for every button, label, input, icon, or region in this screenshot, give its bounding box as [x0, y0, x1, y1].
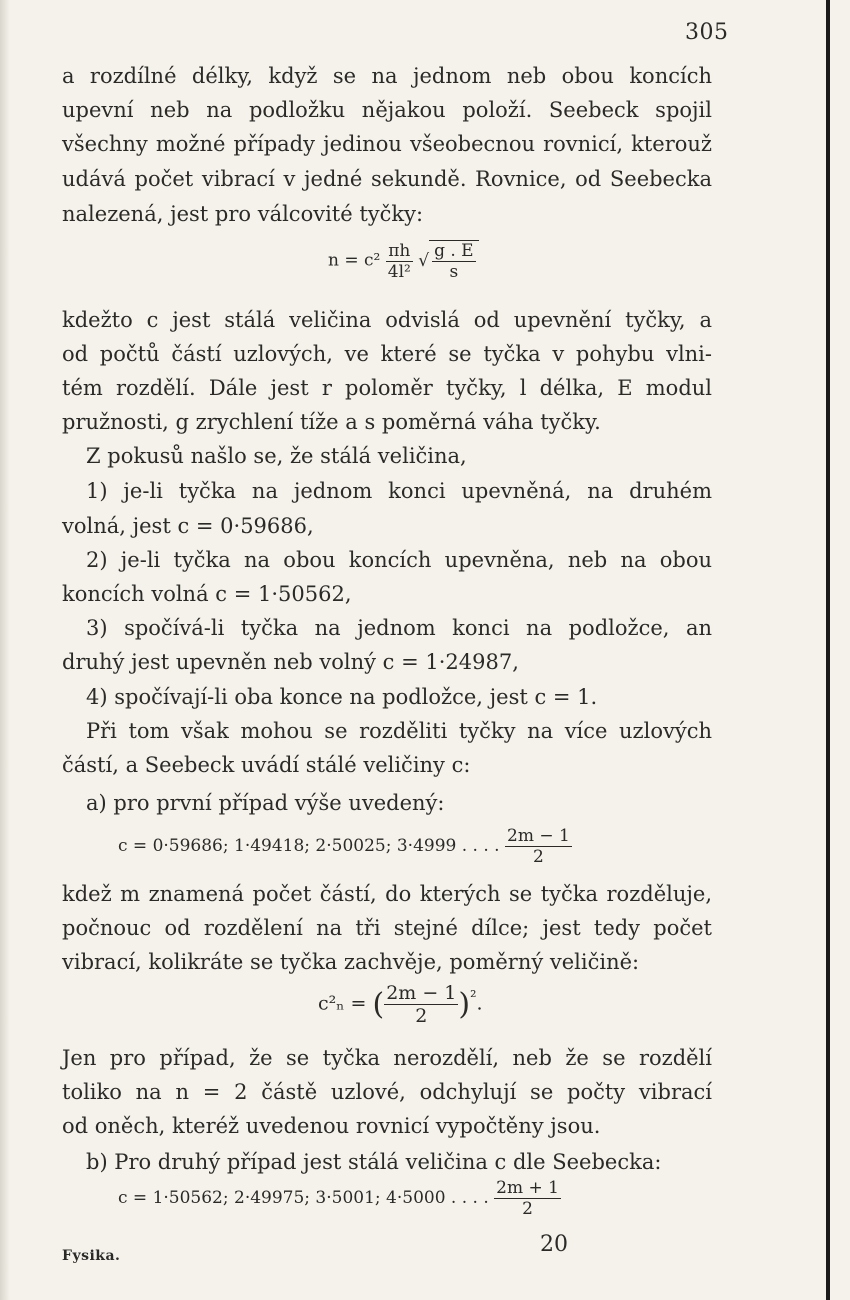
- cn-exponent: ²: [470, 987, 477, 1007]
- page-spine-shadow: [0, 0, 10, 1300]
- cn-denominator: 2: [415, 1005, 428, 1027]
- footer-title: Fysika.: [62, 1248, 121, 1264]
- text-line: kdežto c jest stálá veličina odvislá od upevnění tyčky, a: [62, 308, 712, 332]
- text-line: počnouc od rozdělení na tři stejné dílce; jest tedy počet: [62, 916, 712, 940]
- series-b-numerator: 2m + 1: [496, 1178, 559, 1198]
- text-line: od počtů částí uzlových, ve které se tyčka v pohybu vlni-: [62, 342, 712, 366]
- text-line: nalezená, jest pro válcovité tyčky:: [62, 202, 424, 226]
- text-line: 2) je-li tyčka na obou koncích upevněna, neb na obou: [86, 548, 712, 572]
- text-line: volná, jest c = 0·59686,: [62, 514, 314, 538]
- signature-number: 20: [540, 1232, 568, 1257]
- cn-lhs: c²ₙ =: [318, 992, 367, 1015]
- text-line: 1) je-li tyčka na jednom konci upevněná, na druhém: [86, 479, 712, 503]
- left-paren: (: [372, 987, 385, 1022]
- formula-denominator: 4l²: [387, 261, 411, 282]
- formula-cn: [318, 982, 483, 1027]
- radicand-denominator: s: [449, 262, 459, 282]
- text-line: 4) spočívají-li oba konce na podložce, jest c = 1.: [86, 685, 598, 709]
- text-line: od oněch, kteréž uvedenou rovnicí vypočtěny jsou.: [62, 1114, 601, 1138]
- right-paren: ): [458, 987, 471, 1022]
- formula-fraction: [386, 241, 413, 282]
- page-edge: [826, 0, 830, 1300]
- text-line: b) Pro druhý případ jest stálá veličina c dle Seebecka:: [86, 1150, 662, 1174]
- text-line: Jen pro případ, že se tyčka nerozdělí, neb že se rozdělí: [62, 1046, 712, 1070]
- formula-numerator: πh: [386, 241, 413, 262]
- text-line: a rozdílné délky, když se na jednom neb obou koncích: [62, 64, 712, 88]
- formula-main: [328, 240, 479, 282]
- page-number: 305: [685, 20, 729, 45]
- text-line: udává počet vibrací v jedné sekundě. Rovnice, od Seebecka: [62, 167, 712, 191]
- text-line: druhý jest upevněn neb volný c = 1·24987,: [62, 650, 519, 674]
- series-b-values: c = 1·50562; 2·49975; 3·5001; 4·5000 . . . .: [118, 1188, 489, 1208]
- series-a-values: c = 0·59686; 1·49418; 2·50025; 3·4999 . . . .: [118, 836, 500, 856]
- cn-fraction: [384, 982, 458, 1027]
- square-root: √ $\frac{g . E}{s}$: [418, 240, 478, 282]
- formula-series-a: [118, 826, 572, 867]
- series-b-fraction: [494, 1178, 561, 1219]
- text-line: kdež m znamená počet částí, do kterých se tyčka rozděluje,: [62, 882, 712, 906]
- cn-numerator: 2m − 1: [386, 982, 457, 1004]
- text-line: toliko na n = 2 částě uzlové, odchylují se počty vibrací: [62, 1080, 712, 1104]
- text-line: upevní neb na podložku nějakou položí. Seebeck spojil: [62, 98, 712, 122]
- series-a-numerator: 2m − 1: [507, 826, 570, 846]
- text-line: Z pokusů našlo se, že stálá veličina,: [86, 444, 467, 468]
- text-line: 3) spočívá-li tyčka na jednom konci na podložce, an: [86, 616, 712, 640]
- formula-series-b: [118, 1178, 561, 1219]
- text-line: všechny možné případy jedinou všeobecnou rovnicí, kterouž: [62, 132, 712, 156]
- cn-tail: .: [476, 992, 483, 1015]
- series-b-denominator: 2: [522, 1199, 533, 1219]
- text-line: koncích volná c = 1·50562,: [62, 582, 352, 606]
- text-line: vibrací, kolikráte se tyčka zachvěje, poměrný veličině:: [62, 950, 640, 974]
- series-a-denominator: 2: [532, 847, 544, 867]
- radicand-numerator: g . E: [434, 241, 474, 261]
- text-line: Při tom však mohou se rozděliti tyčky na více uzlových: [86, 719, 712, 743]
- series-a-fraction: [505, 826, 572, 867]
- text-line: pružnosti, g zrychlení tíže a s poměrná váha tyčky.: [62, 410, 601, 434]
- text-line: a) pro první případ výše uvedený:: [86, 791, 445, 815]
- radicand-fraction: [432, 241, 476, 282]
- text-line: částí, a Seebeck uvádí stálé veličiny c:: [62, 753, 471, 777]
- formula-lhs: n = c²: [328, 250, 381, 271]
- text-line: tém rozdělí. Dále jest r poloměr tyčky, l délka, E modul: [62, 376, 712, 400]
